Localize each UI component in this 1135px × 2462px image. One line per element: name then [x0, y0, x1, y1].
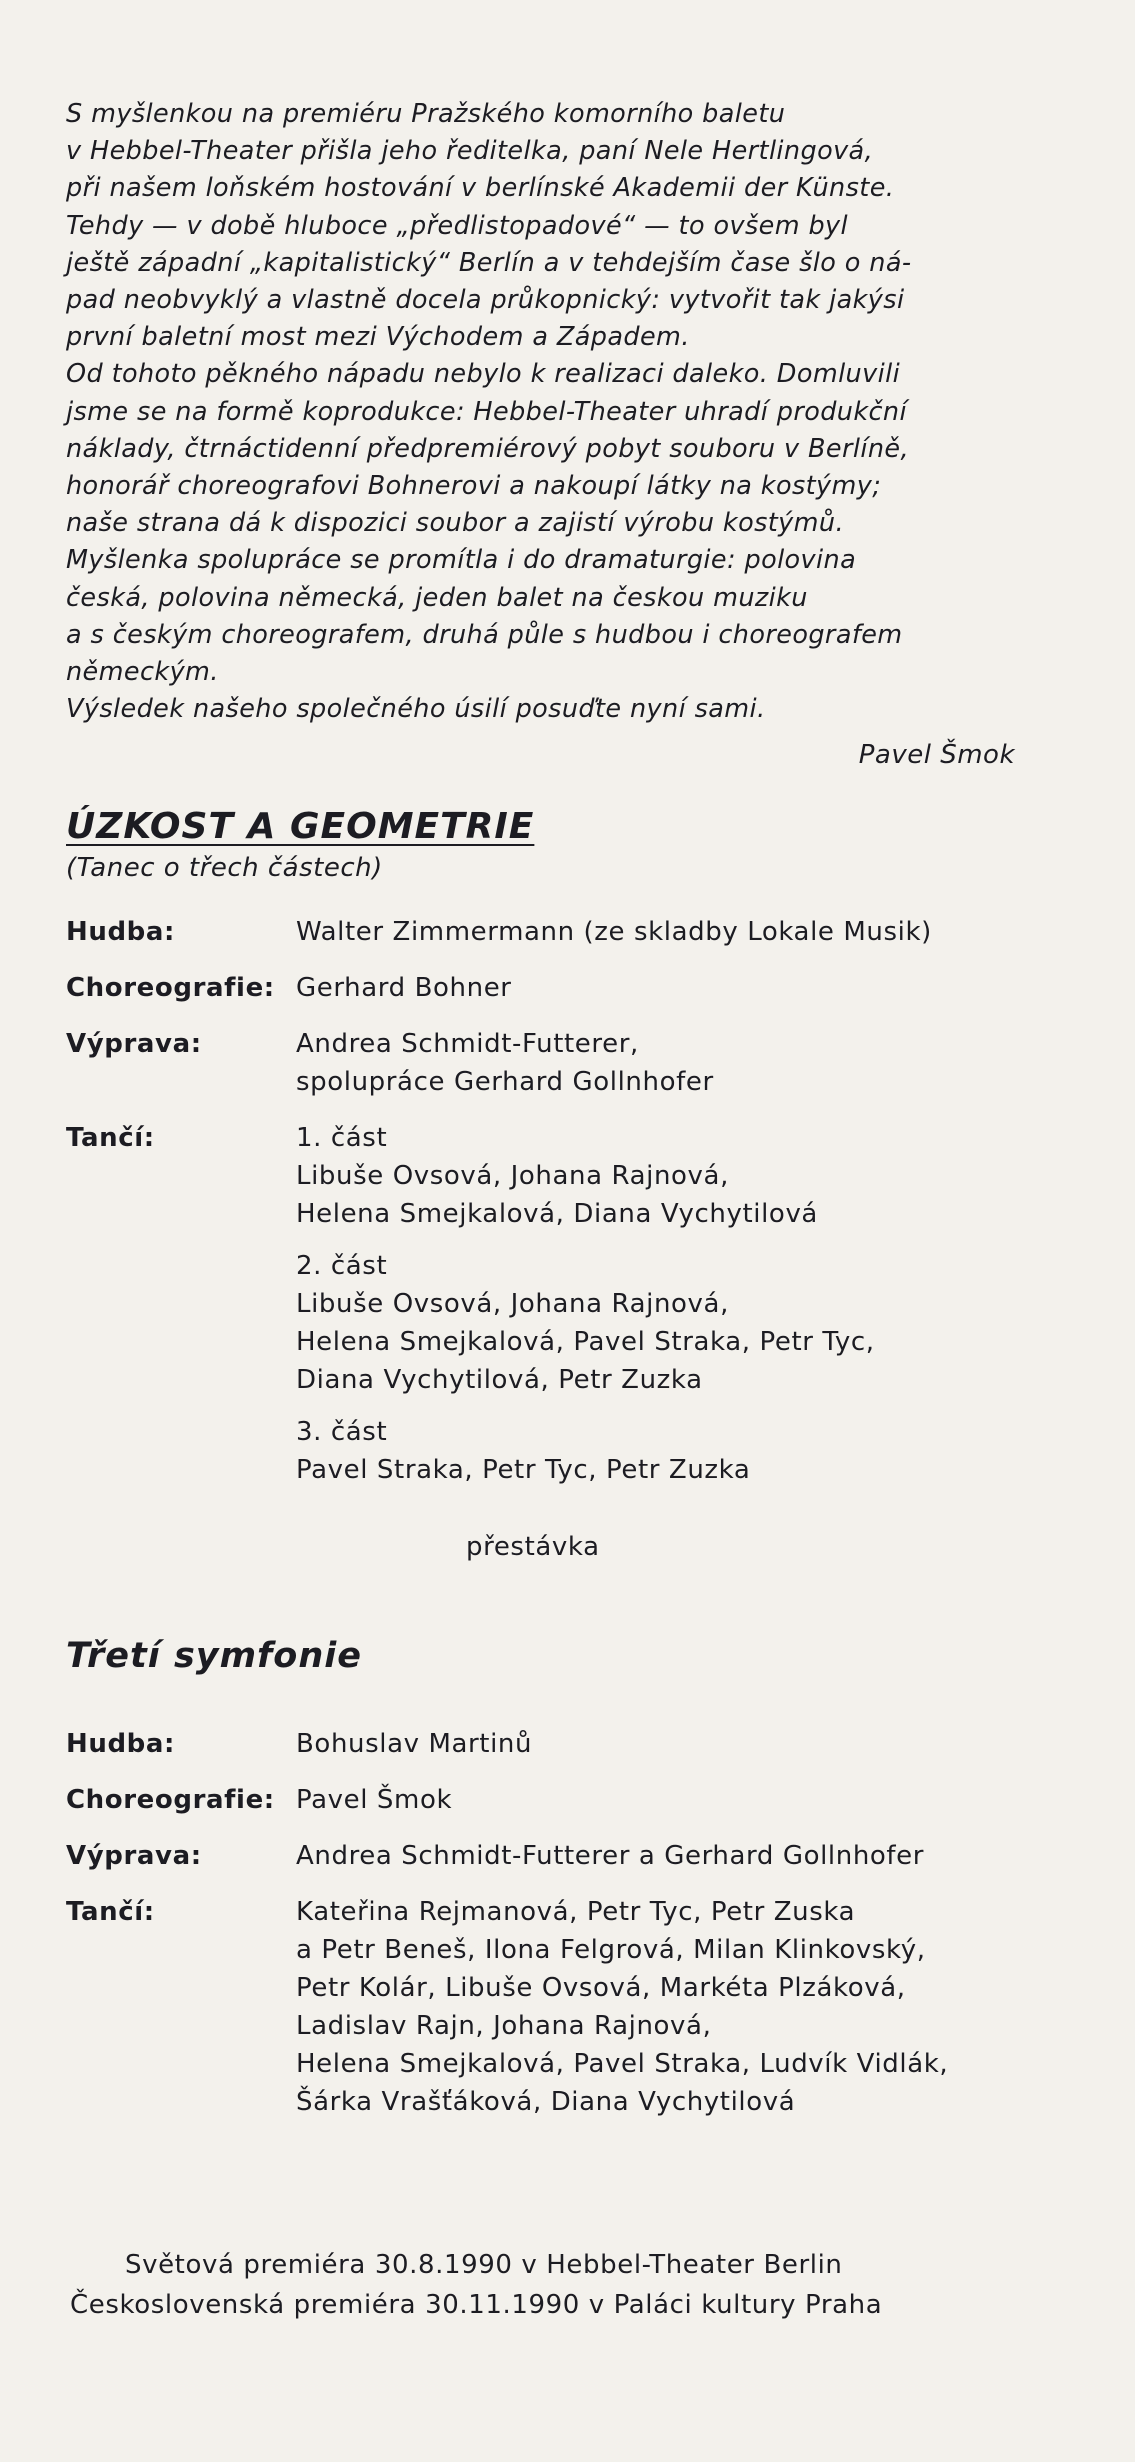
credit-label: Choreografie: [66, 1785, 275, 1815]
credit-value [296, 913, 1066, 951]
intro-line: Tehdy — v době hluboce „předlistopadové“ — to ovšem byl [66, 210, 849, 241]
intro-line: první baletní most mezi Východem a Západem. [66, 322, 690, 353]
credit-value [296, 1781, 1066, 1819]
intro-line: S myšlenkou na premiéru Pražského komorního baletu [66, 99, 786, 129]
intro-line: naše strana dá k dispozici soubor a zajistí výrobu kostýmů. [66, 508, 844, 539]
music-credit: Walter Zimmermann (ze skladby Lokale Musik) [296, 917, 932, 947]
intro-line: honorář choreografovi Bohnerovi a nakoupí látky na kostýmy; [66, 471, 882, 502]
part-heading: 2. část [296, 1251, 388, 1281]
intro-line: pad neobvyklý a vlastně docela průkopnický: vytvořit tak jakýsi [66, 285, 905, 316]
credit-row-music [66, 1725, 1066, 1763]
credit-row-design [66, 1025, 1066, 1101]
design-credit-line: Andrea Schmidt-Futterer, [296, 1029, 639, 1059]
intro-text [66, 96, 1066, 728]
credit-row-dancers [66, 1893, 1066, 2121]
intro-line: a s českým choreografem, druhá půle s hudbou i choreografem [66, 619, 903, 650]
choreography-credit: Pavel Šmok [296, 1785, 453, 1815]
choreography-credit: Gerhard Bohner [296, 973, 512, 1003]
credit-label: Hudba: [66, 917, 176, 947]
intro-line: jsme se na formě koprodukce: Hebbel-Theater uhradí produkční [66, 396, 907, 427]
design-credit: Andrea Schmidt-Futterer a Gerhard Gollnhofer [296, 1841, 925, 1871]
intro-line: česká, polovina německá, jeden balet na českou muziku [66, 582, 808, 613]
part-block [296, 1119, 1066, 1233]
credit-value [296, 1837, 1066, 1875]
credit-value [296, 1025, 1066, 1101]
credit-label: Výprava: [66, 1029, 202, 1059]
intro-line: Od tohoto pěkného nápadu nebylo k realizaci daleko. Domluvili [66, 359, 901, 390]
credit-value [296, 1119, 1066, 1489]
credit-value [296, 1725, 1066, 1763]
intro-line: v Hebbel-Theater přišla jeho ředitelka, paní Nele Hertlingová, [66, 136, 874, 167]
work1-subtitle: (Tanec o třech částech) [66, 853, 383, 883]
world-premiere: Světová premiéra 30.8.1990 v Hebbel-Theater Berlin [125, 2250, 843, 2280]
dancer-line: Ladislav Rajn, Johana Rajnová, [296, 2011, 712, 2041]
part-block [296, 1413, 1066, 1489]
dancer-line: Libuše Ovsová, Johana Rajnová, [296, 1161, 729, 1191]
credit-row-choreography [66, 969, 1066, 1007]
work1-title: ÚZKOST A GEOMETRIE [66, 806, 535, 847]
dancer-line: Pavel Straka, Petr Tyc, Petr Zuzka [296, 1455, 751, 1485]
intro-line: Myšlenka spolupráce se promítla i do dramaturgie: polovina [66, 545, 857, 576]
credit-label: Hudba: [66, 1729, 176, 1759]
dancer-line: Diana Vychytilová, Petr Zuzka [296, 1365, 703, 1395]
work2-credits [66, 1725, 1066, 2139]
intro-line: při našem loňském hostování v berlínské Akademii der Künste. [66, 173, 895, 204]
part-heading: 3. část [296, 1417, 388, 1447]
dancer-line: a Petr Beneš, Ilona Felgrová, Milan Klinkovský, [296, 1935, 926, 1965]
intermission-label: přestávka [466, 1532, 600, 1562]
part-block [296, 1247, 1066, 1399]
dancer-line: Petr Kolár, Libuše Ovsová, Markéta Plzáková, [296, 1973, 906, 2003]
dancer-line: Libuše Ovsová, Johana Rajnová, [296, 1289, 729, 1319]
work2-title: Třetí symfonie [66, 1636, 362, 1676]
credit-value [296, 1893, 1066, 2121]
credit-label: Choreografie: [66, 973, 275, 1003]
intro-line: náklady, čtrnáctidenní předpremiérový pobyt souboru v Berlíně, [66, 433, 909, 464]
intro-line: německým. [66, 657, 219, 688]
design-credit-line: spolupráce Gerhard Gollnhofer [296, 1067, 714, 1097]
dancer-line: Helena Smejkalová, Pavel Straka, Petr Tyc, [296, 1327, 875, 1357]
credit-row-design [66, 1837, 1066, 1875]
credit-label: Výprava: [66, 1841, 202, 1871]
part-heading: 1. část [296, 1123, 388, 1153]
intro-line: Výsledek našeho společného úsilí posuďte nyní sami. [66, 694, 766, 725]
dancer-line: Kateřina Rejmanová, Petr Tyc, Petr Zuska [296, 1897, 856, 1927]
credit-row-music [66, 913, 1066, 951]
dancer-line: Helena Smejkalová, Pavel Straka, Ludvík Vidlák, [296, 2049, 949, 2079]
credit-label: Tančí: [66, 1123, 155, 1153]
credit-value [296, 969, 1066, 1007]
credit-row-dancers [66, 1119, 1066, 1489]
czechoslovak-premiere: Československá premiéra 30.11.1990 v Paláci kultury Praha [70, 2290, 883, 2320]
music-credit: Bohuslav Martinů [296, 1729, 533, 1759]
intro-signature: Pavel Šmok [858, 740, 1015, 770]
intro-line: ještě západní „kapitalistický“ Berlín a v tehdejším čase šlo o ná- [66, 247, 912, 278]
premiere-dates [0, 2245, 1135, 2325]
dancer-line: Šárka Vrašťáková, Diana Vychytilová [296, 2087, 796, 2117]
credit-row-choreography [66, 1781, 1066, 1819]
dancer-line: Helena Smejkalová, Diana Vychytilová [296, 1199, 818, 1229]
credit-label: Tančí: [66, 1897, 155, 1927]
work1-credits [66, 913, 1066, 1507]
